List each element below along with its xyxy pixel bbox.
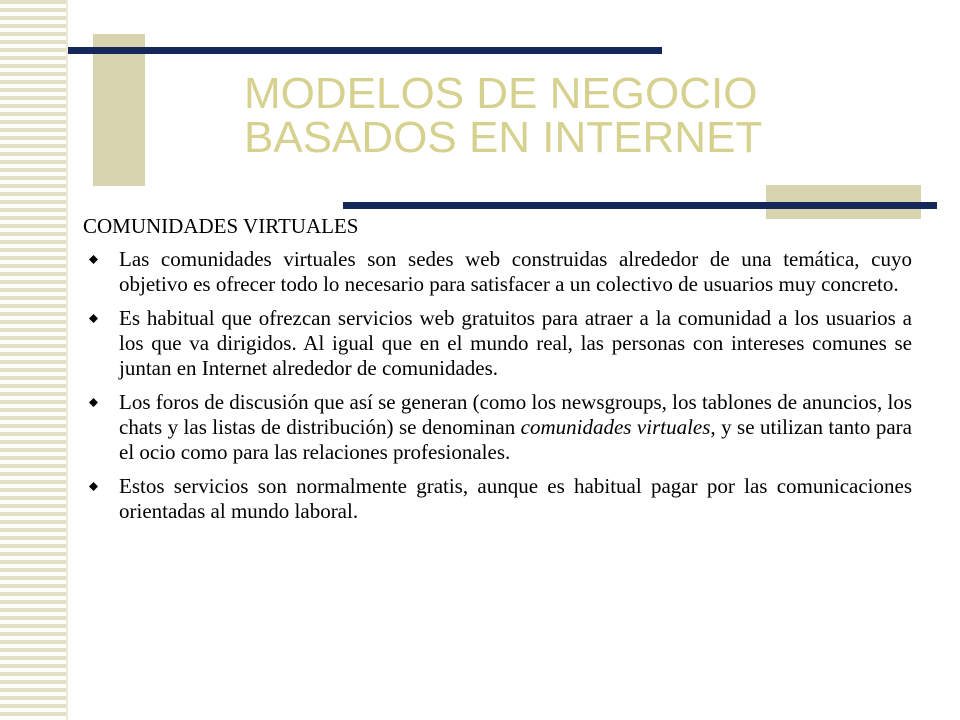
diamond-bullet-icon (89, 482, 98, 491)
bullet-text: Estos servicios son normalmente gratis, aunque es habitual pagar por las comunicaciones orientadas al mundo laboral. (119, 474, 912, 523)
navy-accent-bar-bottom (343, 202, 937, 209)
tan-accent-block-left (93, 34, 145, 186)
diamond-bullet-icon (89, 398, 98, 407)
bullet-list (83, 247, 912, 524)
bullet-item (83, 474, 912, 524)
slide-title (244, 69, 884, 162)
title-line-2: BASADOS EN INTERNET (244, 113, 763, 162)
left-stripe-decoration (0, 0, 68, 720)
bullet-text: Es habitual que ofrezcan servicios web gratuitos para atraer a la comunidad a los usuarios a los que va dirigidos. Al igual que en el mundo real, las personas con intereses comunes se juntan en Internet alrededor de comunidades. (119, 306, 912, 380)
diamond-bullet-icon (89, 314, 98, 323)
bullet-text: Las comunidades virtuales son sedes web construidas alrededor de una temática, cuyo objetivo es ofrecer todo lo necesario para satisfacer a un colectivo de usuarios muy concreto. (119, 247, 912, 296)
stripe-edge-line (66, 0, 68, 720)
bullet-text-part: Los foros de discusión que así se generan (como los newsgroups, los tablones de anuncios, los chats y las listas de distribución) se denominan (119, 390, 912, 439)
section-heading: COMUNIDADES VIRTUALES (83, 214, 359, 238)
bullet-text-part: , y se utilizan tanto para el ocio como para las relaciones profesionales. (119, 415, 912, 464)
bullet-item (83, 247, 912, 297)
bullet-item (83, 390, 912, 465)
slide-content (83, 213, 912, 533)
navy-accent-bar-top (68, 47, 662, 54)
title-line-1: MODELOS DE NEGOCIO (244, 69, 758, 118)
bullet-text-italic: comunidades virtuales (520, 415, 711, 439)
bullet-item (83, 306, 912, 381)
diamond-bullet-icon (89, 255, 98, 264)
